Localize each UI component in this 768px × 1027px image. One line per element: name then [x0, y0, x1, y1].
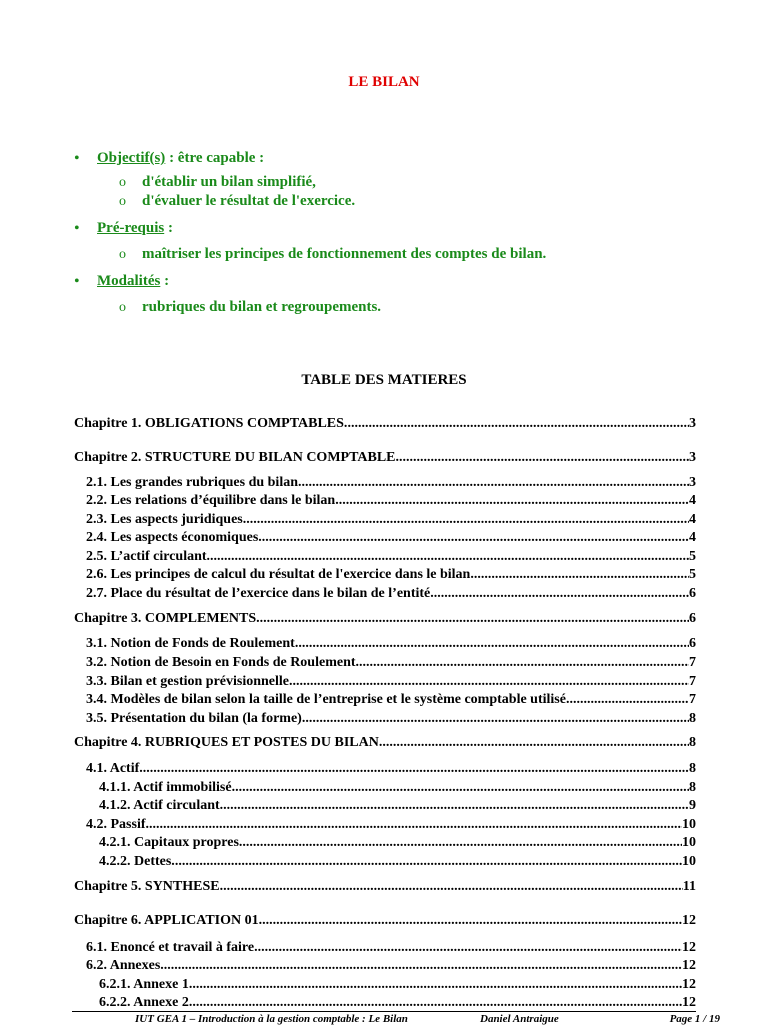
toc-entry-4-2-2[interactable]: 4.2.2. Dettes. ..... 10 — [99, 854, 696, 870]
toc-entry-3-2[interactable]: 3.2. Notion de Besoin en Fonds de Roulement. ..... 7 — [86, 655, 696, 671]
toc-entry-6-2-1[interactable]: 6.2.1. Annexe 1. ..... 12 — [99, 977, 696, 993]
toc-title: TABLE DES MATIERES — [301, 372, 467, 388]
modalities-heading — [97, 273, 169, 290]
toc-entry-chapter-6[interactable]: Chapitre 6. APPLICATION 01. ..... 12 — [74, 913, 696, 929]
toc-entry-4-1-1[interactable]: 4.1.1. Actif immobilisé. ..... 8 — [99, 780, 696, 796]
modalities-label: Modalités — [97, 273, 161, 289]
toc-entry-6-2-2[interactable]: 6.2.2. Annexe 2. ..... 12 — [99, 995, 696, 1011]
toc-entry-chapter-4[interactable]: Chapitre 4. RUBRIQUES ET POSTES DU BILAN. ..... 8 — [74, 735, 696, 751]
objective-label: Objectif(s) — [97, 150, 166, 166]
toc-entry-4-2-1[interactable]: 4.2.1. Capitaux propres. ..... 10 — [99, 835, 696, 851]
modalities-rest: : — [160, 273, 170, 289]
toc-entry-2-1[interactable]: 2.1. Les grandes rubriques du bilan. ..... 3 — [86, 475, 696, 491]
toc-entry-chapter-1[interactable]: Chapitre 1. OBLIGATIONS COMPTABLES. ..... 3 — [74, 416, 696, 432]
objective-heading — [97, 150, 264, 167]
toc-entry-3-3[interactable]: 3.3. Bilan et gestion prévisionnelle. ..... 7 — [86, 674, 696, 690]
bullet-icon: • — [74, 273, 80, 290]
toc-entry-4-1[interactable]: 4.1. Actif. ..... 8 — [86, 761, 696, 777]
toc-entry-2-2[interactable]: 2.2. Les relations d’équilibre dans le bilan. ..... 4 — [86, 493, 696, 509]
objective-item: d'établir un bilan simplifié, — [142, 174, 316, 190]
toc-entry-2-6[interactable]: 2.6. Les principes de calcul du résultat de l'exercice dans le bilan. ..... 5 — [86, 567, 696, 583]
footer-course-title: IUT GEA 1 – Introduction à la gestion comptable : Le Bilan — [135, 1013, 408, 1025]
toc-entry-4-1-2[interactable]: 4.1.2. Actif circulant. ..... 9 — [99, 798, 696, 814]
sub-bullet-icon: o — [119, 175, 126, 190]
toc-entry-6-1[interactable]: 6.1. Enoncé et travail à faire. ..... 12 — [86, 940, 696, 956]
toc-entry-3-4[interactable]: 3.4. Modèles de bilan selon la taille de l’entreprise et le système comptable utilisé. ..... 7 — [86, 692, 696, 708]
toc-entry-2-4[interactable]: 2.4. Les aspects économiques. ..... 4 — [86, 530, 696, 546]
objective-rest: : être capable : — [165, 150, 265, 166]
prerequisite-rest: : — [164, 220, 173, 236]
prerequisite-item: maîtriser les principes de fonctionnement des comptes de bilan. — [142, 246, 547, 262]
modalities-item: rubriques du bilan et regroupements. — [142, 299, 382, 315]
toc-entry-3-5[interactable]: 3.5. Présentation du bilan (la forme). ..... 8 — [86, 711, 696, 727]
sub-bullet-icon: o — [119, 194, 126, 209]
sub-bullet-icon: o — [119, 300, 126, 315]
bullet-icon: • — [74, 150, 80, 167]
toc-entry-6-2[interactable]: 6.2. Annexes. ..... 12 — [86, 958, 696, 974]
toc-entry-2-7[interactable]: 2.7. Place du résultat de l’exercice dans le bilan de l’entité. ..... 6 — [86, 586, 696, 602]
objective-item: d'évaluer le résultat de l'exercice. — [142, 193, 356, 209]
toc-entry-chapter-2[interactable]: Chapitre 2. STRUCTURE DU BILAN COMPTABLE. ..... 3 — [74, 450, 696, 466]
toc-entry-chapter-3[interactable]: Chapitre 3. COMPLEMENTS ..... 6 — [74, 611, 696, 627]
footer-author: Daniel Antraigue — [480, 1013, 559, 1025]
toc-entry-4-2[interactable]: 4.2. Passif. ..... 10 — [86, 817, 696, 833]
page-title: LE BILAN — [348, 74, 420, 90]
footer-divider — [72, 1011, 696, 1012]
prerequisite-label: Pré-requis — [97, 220, 165, 236]
bullet-icon: • — [74, 220, 80, 237]
page-footer — [0, 1013, 768, 1027]
prerequisite-heading — [97, 220, 173, 237]
sub-bullet-icon: o — [119, 247, 126, 262]
footer-page-number: Page 1 / 19 — [669, 1013, 720, 1025]
toc-entry-chapter-5[interactable]: Chapitre 5. SYNTHESE. ..... 11 — [74, 879, 696, 895]
toc-entry-2-3[interactable]: 2.3. Les aspects juridiques. ..... 4 — [86, 512, 696, 528]
toc-entry-3-1[interactable]: 3.1. Notion de Fonds de Roulement. ..... 6 — [86, 636, 696, 652]
toc-entry-2-5[interactable]: 2.5. L’actif circulant. ..... 5 — [86, 549, 696, 565]
